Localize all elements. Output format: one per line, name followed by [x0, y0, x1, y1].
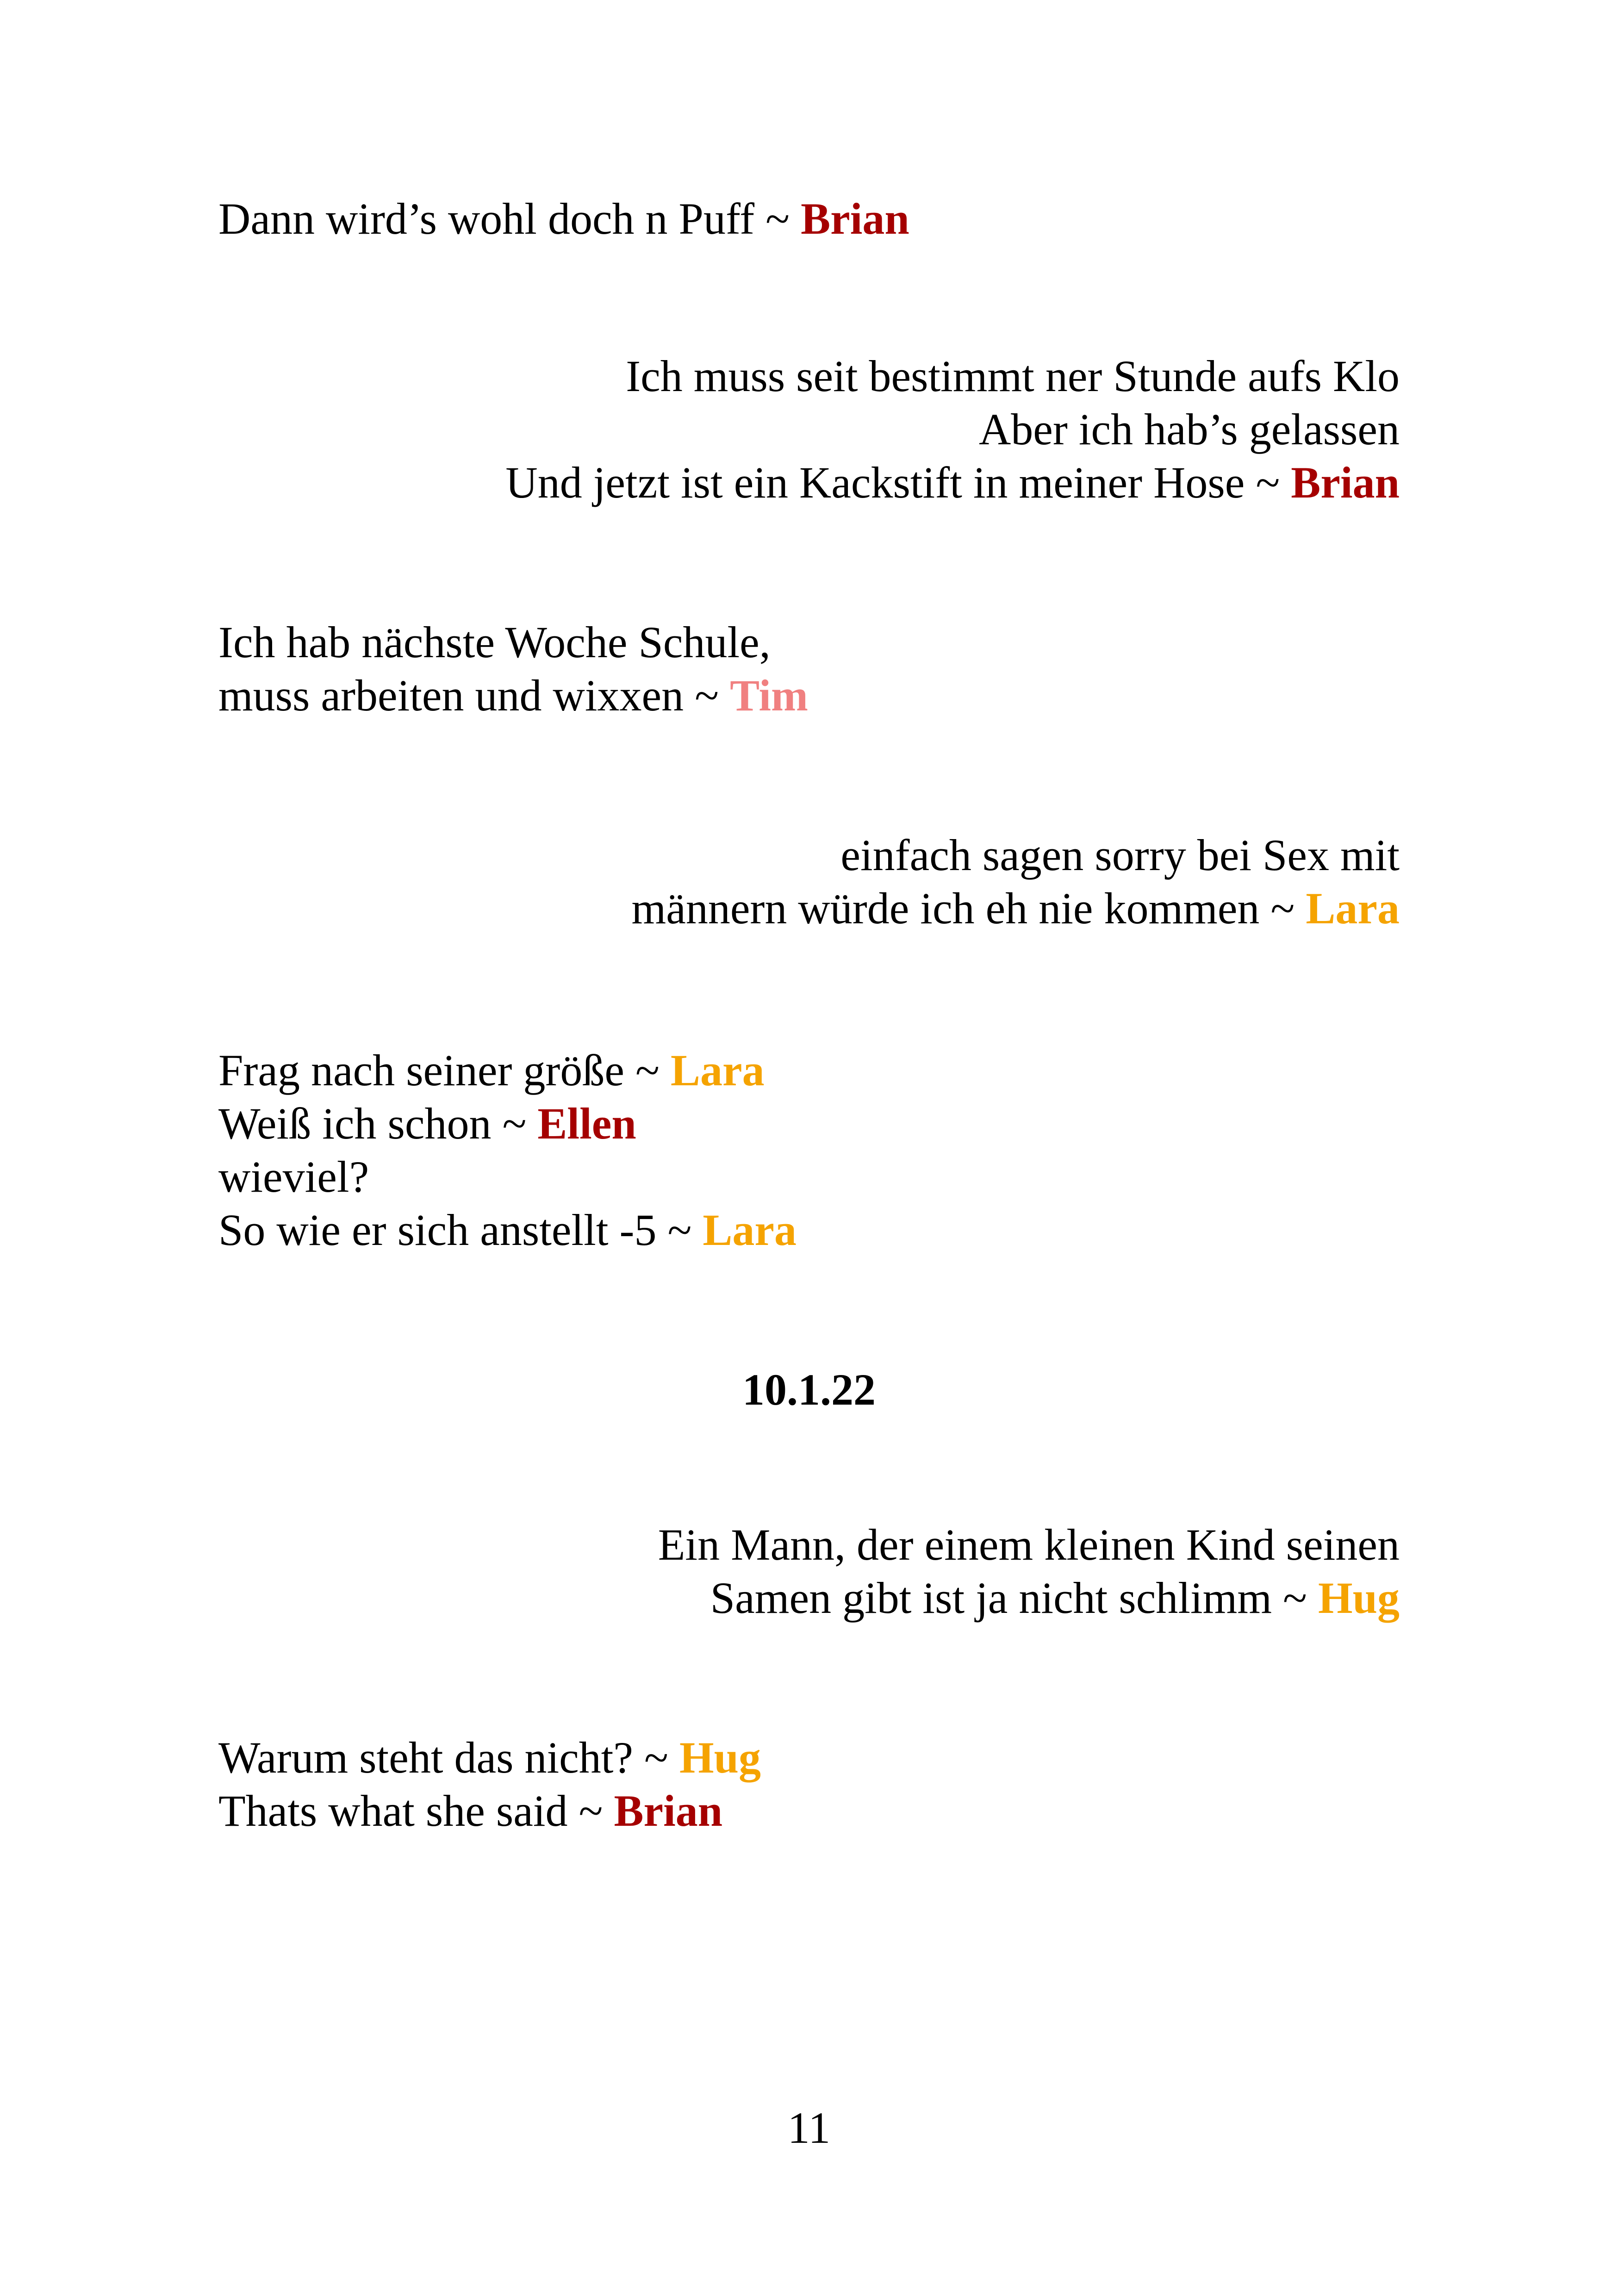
speaker-name-hug: Hug [1318, 1573, 1400, 1623]
quote-line [218, 1044, 797, 1097]
speaker-name-brian: Brian [614, 1786, 723, 1836]
quote-text: Warum steht das nicht? ~ [218, 1733, 679, 1782]
quote-text: Samen gibt ist ja nicht schlimm ~ [710, 1573, 1318, 1623]
date-heading: 10.1.22 [742, 1365, 876, 1414]
page-number: 11 [787, 2103, 831, 2153]
speaker-name-hug: Hug [679, 1733, 761, 1782]
speaker-name-lara: Lara [670, 1045, 765, 1095]
speaker-name-brian: Brian [1291, 458, 1400, 507]
quote-line: Aber ich hab’s gelassen [978, 404, 1400, 454]
quote-line: Ich hab nächste Woche Schule, [218, 617, 771, 667]
quote-text: Dann wird’s wohl doch n Puff ~ [218, 194, 801, 243]
quote-block-2 [505, 349, 1400, 509]
quote-text: So wie er sich anstellt -5 ~ [218, 1205, 703, 1255]
speaker-name-tim: Tim [730, 671, 809, 720]
quote-block-3 [218, 616, 808, 722]
quote-line [632, 882, 1400, 935]
speaker-name-brian: Brian [801, 194, 909, 243]
speaker-name-lara: Lara [1306, 884, 1400, 933]
quote-line [218, 192, 909, 245]
speaker-name-ellen: Ellen [537, 1099, 636, 1148]
quote-line: Ich muss seit bestimmt ner Stunde aufs Klo [626, 351, 1400, 401]
quote-text: Weiß ich schon ~ [218, 1099, 538, 1148]
quote-line [658, 1571, 1400, 1624]
speaker-name-lara: Lara [703, 1205, 797, 1255]
quote-line [218, 1203, 797, 1257]
quote-text: Und jetzt ist ein Kackstift in meiner Hose ~ [505, 458, 1291, 507]
quote-text: männern würde ich eh nie kommen ~ [631, 884, 1306, 933]
quote-block-7 [218, 1731, 761, 1837]
quote-line [218, 1731, 761, 1784]
quote-line [505, 456, 1400, 509]
quote-block-5 [218, 1044, 797, 1257]
quote-text: Frag nach seiner größe ~ [218, 1045, 671, 1095]
quote-line [218, 669, 808, 722]
quote-line [218, 1784, 761, 1837]
quote-block-4 [632, 828, 1400, 935]
quote-block-1 [218, 192, 909, 245]
quote-text: Thats what she said ~ [218, 1786, 614, 1836]
quote-line: Ein Mann, der einem kleinen Kind seinen [658, 1520, 1400, 1569]
quote-line: einfach sagen sorry bei Sex mit [840, 830, 1400, 880]
quote-block-6 [658, 1518, 1400, 1624]
quote-line: wieviel? [218, 1152, 369, 1201]
quote-line [218, 1097, 797, 1150]
quote-text: muss arbeiten und wixxen ~ [218, 671, 730, 720]
